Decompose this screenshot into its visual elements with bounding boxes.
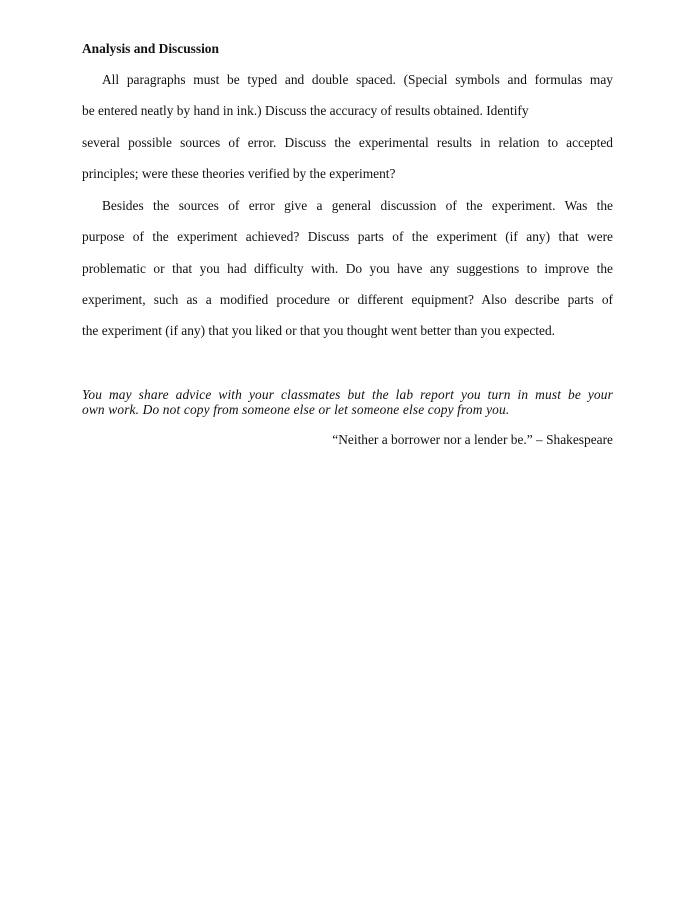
paragraph-line: the experiment (if any) that you liked or that you thought went better than you expected. bbox=[82, 323, 555, 338]
paragraph-line: problematic or that you had difficulty with. Do you have any suggestions to improve the bbox=[82, 261, 613, 276]
notice-line: You may share advice with your classmates but the lab report you turn in must be your bbox=[82, 387, 613, 402]
notice-line: own work. Do not copy from someone else or let someone else copy from you. bbox=[82, 402, 510, 417]
paragraph-line: Besides the sources of error give a general discussion of the experiment. Was the bbox=[102, 198, 613, 213]
paragraph-line: several possible sources of error. Discuss the experimental results in relation to accepted bbox=[82, 135, 613, 150]
paragraph-line: experiment, such as a modified procedure or different equipment? Also describe parts of bbox=[82, 292, 613, 307]
section-heading: Analysis and Discussion bbox=[82, 41, 219, 56]
paragraph-line: All paragraphs must be typed and double spaced. (Special symbols and formulas may bbox=[102, 72, 613, 87]
paragraph-line: principles; were these theories verified by the experiment? bbox=[82, 166, 396, 181]
paragraph-line: purpose of the experiment achieved? Discuss parts of the experiment (if any) that were bbox=[82, 229, 613, 244]
paragraph-line: be entered neatly by hand in ink.) Discuss the accuracy of results obtained. Identify bbox=[82, 103, 529, 118]
shakespeare-quote: “Neither a borrower nor a lender be.” – Shakespeare bbox=[332, 432, 613, 447]
